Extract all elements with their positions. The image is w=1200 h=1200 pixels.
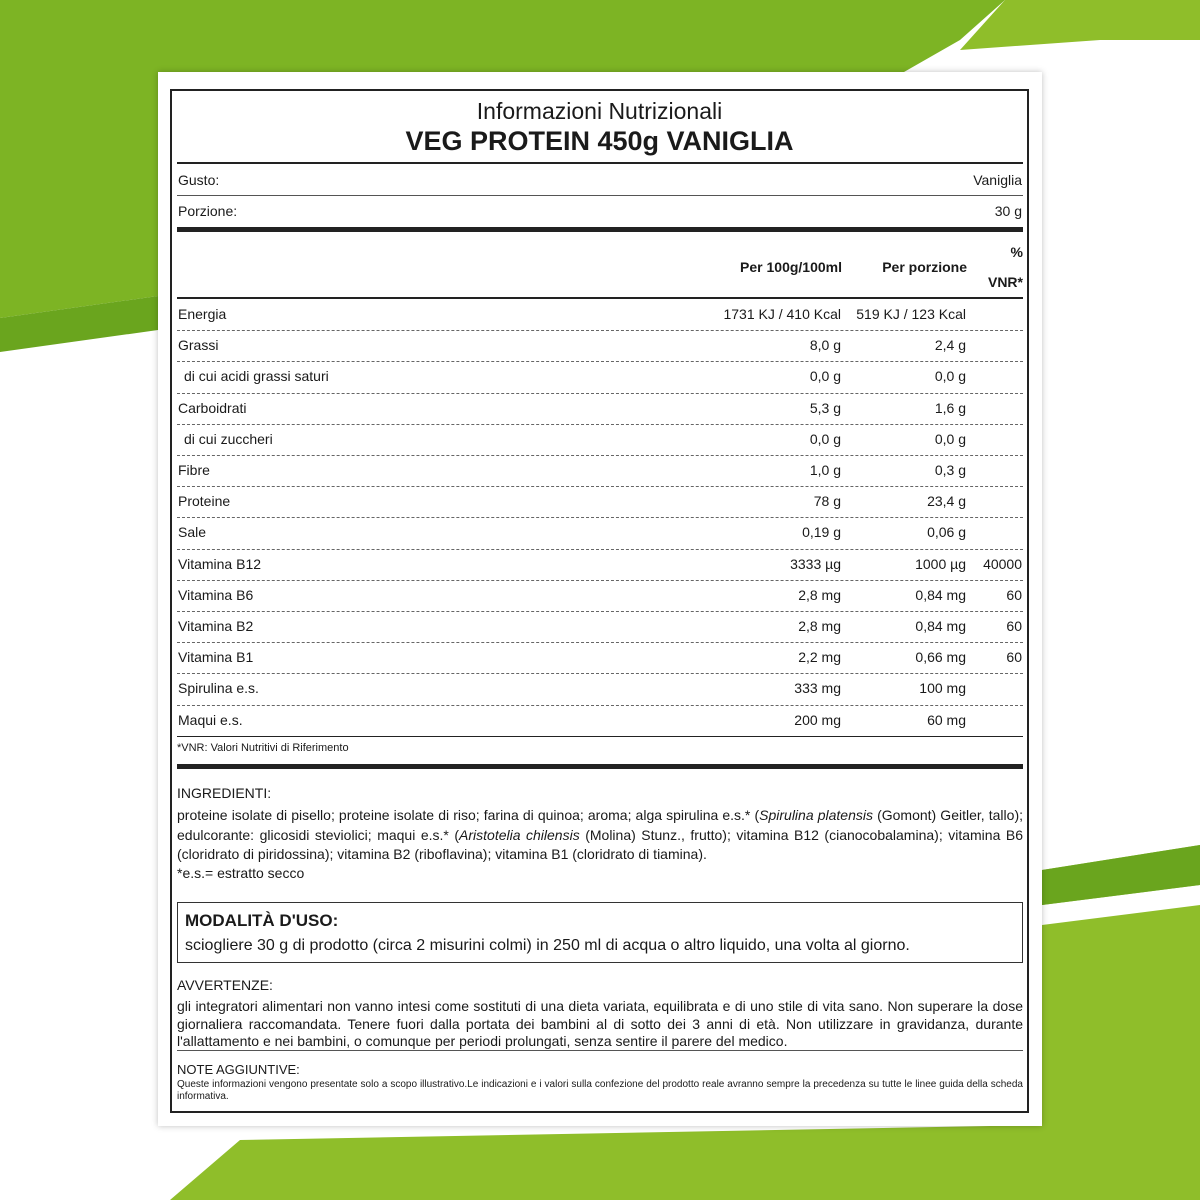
header-rule (177, 162, 1023, 164)
per100-value: 5,3 g (809, 399, 841, 416)
ingredients-text (177, 806, 1023, 865)
table-row (177, 424, 1023, 455)
nutrient-name: Grassi (178, 337, 219, 354)
portion-value: 100 mg (919, 680, 966, 697)
portion-value: 60 mg (927, 711, 966, 728)
nutrient-name: Vitamina B6 (178, 586, 254, 603)
table-row (177, 361, 1023, 392)
ingredients-part: (Molina) Stunz., frutto); vitamina B12 (cianocobalamina); vitamina B6 (cloridrato di piridossina); vitamina B2 (riboflavina); vitamina B1 (cloridrato di tiamina). (177, 826, 1023, 862)
table-row (177, 299, 1023, 330)
portion-value: 0,0 g (934, 368, 966, 385)
nutrient-name: Vitamina B1 (178, 649, 254, 666)
vnr-value: 40000 (983, 555, 1022, 572)
warnings-heading: AVVERTENZE: (177, 977, 273, 993)
portion-value: 2,4 g (934, 337, 966, 354)
notes-text: Queste informazioni vengono presentate solo a scopo illustrativo.Le indicazioni e i valori sulla confezione del prodotto reale avranno sempre la precedenza su tutte le linee guida della scheda informativa. (177, 1079, 1023, 1102)
table-row (177, 517, 1023, 548)
serving-label: Porzione: (178, 203, 238, 219)
per100-value: 2,8 mg (798, 586, 841, 603)
nutrient-name: Vitamina B12 (178, 555, 262, 572)
flavor-value: Vaniglia (973, 172, 1022, 188)
table-row (177, 705, 1023, 736)
table-row (177, 642, 1023, 673)
nutrient-name: di cui acidi grassi saturi (184, 368, 329, 385)
per100-value: 0,0 g (809, 368, 841, 385)
serving-value: 30 g (994, 203, 1022, 219)
nutrient-name: Carboidrati (178, 399, 247, 416)
portion-value: 0,06 g (927, 524, 966, 541)
table-row (177, 580, 1023, 611)
flavor-row (177, 165, 1023, 196)
flavor-label: Gusto: (178, 172, 220, 188)
table-row (177, 549, 1023, 580)
table-row (177, 455, 1023, 486)
per100-value: 333 mg (794, 680, 841, 697)
nutrient-name: Maqui e.s. (178, 711, 243, 728)
vnr-value: 60 (1006, 649, 1022, 666)
label-title: Informazioni Nutrizionali (476, 98, 723, 124)
vnr-value: 60 (1006, 586, 1022, 603)
portion-value: 519 KJ / 123 Kcal (856, 306, 966, 322)
per100-value: 1731 KJ / 410 Kcal (723, 306, 841, 322)
table-row (177, 330, 1023, 361)
per100-value: 2,8 mg (798, 618, 841, 634)
per100-value: 200 mg (794, 711, 841, 728)
nutrient-name: di cui zuccheri (184, 430, 273, 447)
usage-heading: MODALITÀ D'USO: (185, 911, 339, 930)
product-name: VEG PROTEIN 450g VANIGLIA (405, 126, 794, 156)
col-header-vnr-percent: % (1010, 244, 1023, 260)
nutrient-name: Energia (178, 306, 227, 322)
thick-rule-bottom (177, 764, 1023, 769)
nutrient-name: Sale (178, 524, 207, 541)
ingredients-part: proteine isolate di pisello; proteine isolate di riso; farina di quinoa; aroma; alga spirulina e.s.* ( (177, 807, 760, 823)
per100-value: 0,0 g (809, 430, 841, 447)
serving-row (177, 196, 1023, 227)
ingredients-latin-name: Spirulina platensis (759, 807, 873, 823)
ingredients-heading: INGREDIENTI: (177, 785, 272, 801)
col-header-per100: Per 100g/100ml (740, 259, 842, 275)
per100-value: 78 g (813, 493, 841, 510)
per100-value: 1,0 g (809, 462, 841, 478)
per100-value: 3333 µg (790, 555, 841, 572)
portion-value: 23,4 g (927, 493, 966, 510)
per100-value: 0,19 g (802, 524, 841, 541)
nutrient-name: Fibre (178, 462, 210, 478)
portion-value: 0,3 g (934, 462, 966, 478)
portion-value: 0,84 mg (915, 586, 966, 603)
vnr-footnote: *VNR: Valori Nutritivi di Riferimento (177, 742, 349, 754)
per100-value: 2,2 mg (798, 649, 841, 666)
table-row (177, 673, 1023, 704)
usage-text: sciogliere 30 g di prodotto (circa 2 misurini colmi) in 250 ml di acqua o altro liquido, una volta al giorno. (185, 937, 910, 954)
table-row (177, 486, 1023, 517)
portion-value: 0,84 mg (915, 618, 966, 634)
portion-value: 0,66 mg (915, 649, 966, 666)
ingredients-latin-name: Aristotelia chilensis (459, 826, 580, 843)
thick-rule (177, 227, 1023, 232)
ingredients-note: *e.s.= estratto secco (177, 865, 305, 881)
table-row (177, 611, 1023, 642)
portion-value: 1,6 g (934, 399, 966, 416)
col-header-portion: Per porzione (882, 259, 967, 275)
nutrient-name: Proteine (178, 493, 231, 510)
portion-value: 1000 µg (915, 555, 966, 572)
row-divider (177, 736, 1023, 737)
col-header-vnr: VNR* (987, 274, 1023, 290)
nutrient-name: Spirulina e.s. (178, 680, 259, 697)
warnings-text: gli integratori alimentari non vanno intesi come sostituti di una dieta variata, equilibrata e di uno stile di vita sano. Non superare la dose giornaliera raccomandata. Tenere fuori dalla portata dei bambini al di sotto dei 3 anni di età. Non utilizzare in gravidanza, durante l'allattamento e nei bambini, o comunque per periodi prolungati, senza sentire il parere del medico. (177, 998, 1023, 1049)
per100-value: 8,0 g (809, 337, 841, 354)
table-row (177, 393, 1023, 424)
vnr-value: 60 (1006, 618, 1022, 634)
nutrient-name: Vitamina B2 (178, 618, 254, 634)
portion-value: 0,0 g (934, 430, 966, 447)
notes-heading: NOTE AGGIUNTIVE: (177, 1062, 300, 1077)
ingredients-part: (Gomont) Geitler, tallo); edulcorante: glicosidi steviolici; maqui e.s.* ( (177, 807, 1023, 843)
divider (177, 1050, 1023, 1051)
usage-box (177, 902, 1023, 963)
